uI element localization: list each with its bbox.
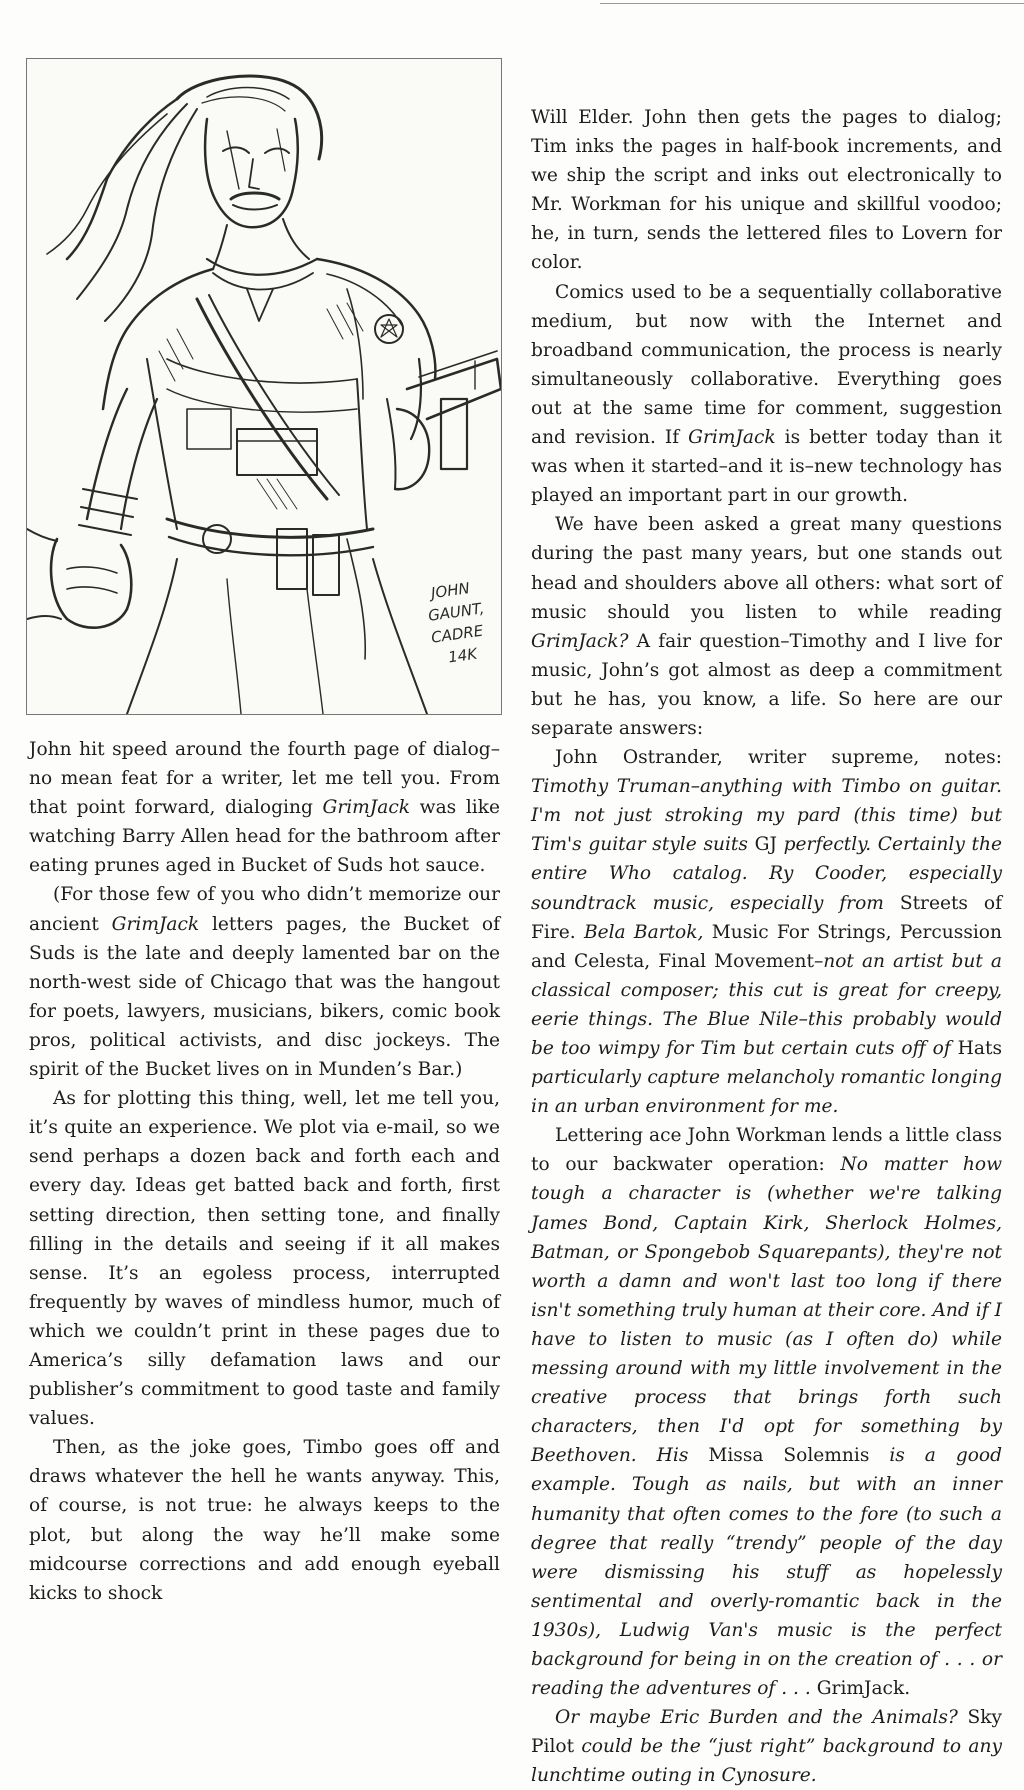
- paragraph: Then, as the joke goes, Timbo goes off and draws whatever the hell he wants anyway. This, of course, is not true: he always keeps to the plot, but along the way he’ll make some midcourse corrections and add enough eyeball kicks to shock: [29, 1437, 500, 1604]
- signature-line: 14K: [447, 644, 479, 667]
- paragraph: (For those few of you who didn’t memorize our ancient GrimJack letters pages, the Bucket of Suds is the late and deeply lamented bar on the north-west side of Chicago that was the hangout for poets, lawyers, musicians, bikers, comic book pros, political activists, and disc jockeys. The spirit of the Bucket lives on in Munden’s Bar.): [29, 884, 500, 1081]
- paragraph: Or maybe Eric Burden and the Animals? Sky Pilot could be the “just right” background to any lunchtime outing in Cynosure.: [531, 1707, 1002, 1787]
- signature-line: CADRE: [430, 621, 485, 647]
- grimjack-illustration: [26, 58, 502, 715]
- right-text-column: [531, 103, 1002, 1790]
- paragraph: As for plotting this thing, well, let me tell you, it’s quite an experience. We plot via e-mail, so we send perhaps a dozen back and forth each and every day. Ideas get batted back and forth, first setting direction, then setting tone, and finally filling in the details and seeing if it all makes sense. It’s an egoless process, interrupted frequently by waves of mindless humor, much of which we couldn’t print in these pages due to America’s silly defamation laws and our publisher’s commitment to good taste and family values.: [29, 1088, 500, 1430]
- paragraph: John hit speed around the fourth page of dialog–no mean feat for a writer, let me tell you. From that point forward, dialoging GrimJack was like watching Barry Allen head for the bathroom after eating prunes aged in Bucket of Suds hot sauce.: [29, 739, 500, 877]
- paragraph: We have been asked a great many questions during the past many years, but one stands out head and shoulders above all others: what sort of music should you listen to while reading GrimJack? A fair question–Timothy and I live for music, John’s got almost as deep a commitment but he has, you know, a life. So here are our separate answers:: [531, 514, 1002, 739]
- paragraph: Will Elder. John then gets the pages to dialog; Tim inks the pages in half-book increments, and we ship the script and inks out electronically to Mr. Workman for his unique and skillful voodoo; he, in turn, sends the lettered files to Lovern for color.: [531, 107, 1002, 274]
- signature-line: GAUNT,: [427, 599, 486, 625]
- paragraph: Lettering ace John Workman lends a little class to our backwater operation: No matter how tough a character is (whether we're talking James Bond, Captain Kirk, Sherlock Holmes, Batman, or Spongebob Squarepants), they're not worth a damn and won't last too long if there isn't something truly human at their core. And if I have to listen to music (as I often do) while messing around with my little involvement in the creative process that brings forth such characters, then I'd opt for something by Beethoven. His Missa Solemnis is a good example. Tough as nails, but with an inner humanity that often comes to the fore (to such a degree that really “trendy” people of the day were dismissing his stuff as hopelessly sentimental and overly-romantic back in the 1930s), Ludwig Van's music is the perfect background for being in on the creation of . . . or reading the adventures of . . . GrimJack.: [531, 1125, 1003, 1700]
- artist-signature: [27, 59, 501, 714]
- left-text-column: [29, 735, 500, 1608]
- page-top-rule: [600, 3, 1024, 4]
- signature-line: JOHN: [429, 579, 471, 603]
- paragraph: Comics used to be a sequentially collaborative medium, but now with the Internet and broadband communication, the process is nearly simultaneously collaborative. Everything goes out at the same time for comment, suggestion and revision. If GrimJack is better today than it was when it started–and it is–new technology has played an important part in our growth.: [531, 281, 1002, 507]
- paragraph: John Ostrander, writer supreme, notes: Timothy Truman–anything with Timbo on guitar. I'm not just stroking my pard (this time) but Tim's guitar style suits GJ perfectly. Certainly the entire Who catalog. Ry Cooder, especially soundtrack music, especially from Streets of Fire. Bela Bartok, Music For Strings, Percussion and Celesta, Final Movement–not an artist but a classical composer; this cut is great for creepy, eerie things. The Blue Nile–this probably would be too wimpy for Tim but certain cuts off of Hats particularly capture melancholy romantic longing in an urban environment for me.: [531, 747, 1002, 1118]
